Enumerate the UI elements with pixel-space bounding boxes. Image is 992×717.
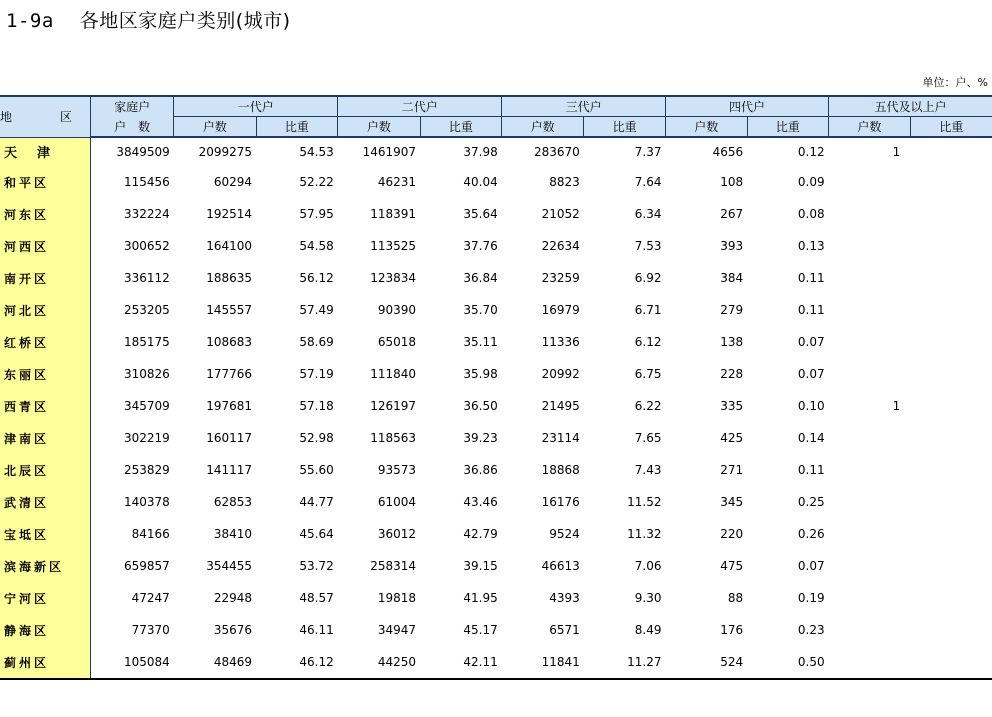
cell-gen1-ratio: 46.12 xyxy=(256,646,338,679)
cell-gen5-ratio xyxy=(910,486,992,518)
cell-gen3-count: 16979 xyxy=(541,303,580,317)
header-group-1: 一代户 xyxy=(174,96,338,117)
table-row xyxy=(0,454,992,486)
cell-households: 105084 xyxy=(91,646,174,679)
header-ratio: 比重 xyxy=(420,117,502,138)
cell-gen2-count: 34947 xyxy=(377,623,417,637)
header-households-bottom: 户 数 xyxy=(91,117,174,138)
cell-gen4-ratio: 0.07 xyxy=(797,367,825,381)
cell-gen4-count: 279 xyxy=(720,303,744,317)
cell-gen2-ratio: 39.23 xyxy=(463,431,498,445)
cell-gen5-count xyxy=(829,326,911,358)
cell-gen4-ratio: 0.14 xyxy=(797,431,825,445)
cell-gen4-ratio: 0.26 xyxy=(797,527,825,541)
cell-gen2-ratio: 39.15 xyxy=(463,559,498,573)
region-name: 和平区 xyxy=(0,166,91,198)
region-name: 河东区 xyxy=(0,198,91,230)
cell-gen5-ratio xyxy=(910,326,992,358)
cell-gen2-count: 93573 xyxy=(377,463,417,477)
cell-gen5-count xyxy=(829,262,911,294)
table-row xyxy=(0,326,992,358)
table-title: 各地区家庭户类别(城市) xyxy=(79,10,291,32)
cell-gen2-count: 126197 xyxy=(370,399,417,413)
cell-gen1-ratio: 48.57 xyxy=(299,591,334,605)
region-name: 宁河区 xyxy=(0,582,91,614)
cell-gen2-count: 61004 xyxy=(377,495,417,509)
cell-gen2-ratio: 41.95 xyxy=(463,591,498,605)
cell-gen3-ratio: 8.49 xyxy=(634,623,662,637)
cell-gen4-ratio: 0.07 xyxy=(797,335,825,349)
cell-gen4-count: 4656 xyxy=(712,145,744,159)
table-row xyxy=(0,390,992,422)
header-row-2 xyxy=(0,117,992,138)
cell-gen5-ratio xyxy=(910,358,992,390)
cell-gen2-count: 46231 xyxy=(377,175,417,189)
region-name: 河北区 xyxy=(0,294,91,326)
table-row xyxy=(0,166,992,198)
cell-gen3-ratio: 6.92 xyxy=(634,271,662,285)
cell-gen5-count xyxy=(829,550,911,582)
cell-gen1-ratio: 55.60 xyxy=(299,463,334,477)
cell-households: 77370 xyxy=(131,623,170,637)
region-name: 西青区 xyxy=(0,390,91,422)
cell-gen2-count: 90390 xyxy=(377,303,417,317)
cell-gen3-count: 283670 xyxy=(533,145,580,159)
cell-gen3-count: 11336 xyxy=(541,335,580,349)
cell-gen3-count: 8823 xyxy=(549,175,580,189)
cell-gen3-ratio: 9.30 xyxy=(634,591,662,605)
cell-gen5-ratio xyxy=(910,518,992,550)
cell-gen3-ratio: 7.37 xyxy=(634,145,662,159)
header-ratio: 比重 xyxy=(910,117,992,138)
cell-gen2-count: 123834 xyxy=(370,271,417,285)
region-name: 河西区 xyxy=(0,230,91,262)
header-count: 户数 xyxy=(338,117,420,138)
cell-gen5-ratio xyxy=(910,294,992,326)
cell-gen1-count: 354455 xyxy=(206,559,253,573)
region-name: 滨海新区 xyxy=(0,550,91,582)
cell-gen5-count xyxy=(829,454,911,486)
cell-gen1-count: 62853 xyxy=(213,495,253,509)
region-name: 东丽区 xyxy=(0,358,91,390)
table-row xyxy=(0,646,992,679)
region-name: 红桥区 xyxy=(0,326,91,358)
cell-gen5-count xyxy=(829,518,911,550)
cell-gen3-ratio: 6.22 xyxy=(634,399,662,413)
cell-gen1-ratio: 52.98 xyxy=(299,431,334,445)
cell-gen4-count: 88 xyxy=(727,591,744,605)
cell-gen5-count xyxy=(829,358,911,390)
cell-gen2-ratio: 45.17 xyxy=(463,623,498,637)
cell-gen3-count: 4393 xyxy=(549,591,580,605)
cell-gen2-ratio: 42.79 xyxy=(463,527,498,541)
cell-gen1-ratio: 58.69 xyxy=(299,335,334,349)
cell-households: 332224 xyxy=(123,207,170,221)
cell-gen2-count: 118563 xyxy=(370,431,417,445)
cell-gen3-ratio: 7.65 xyxy=(634,431,662,445)
cell-gen5-ratio xyxy=(910,262,992,294)
cell-gen1-ratio: 57.95 xyxy=(299,207,334,221)
cell-gen4-count: 228 xyxy=(720,367,744,381)
cell-gen3-count: 18868 xyxy=(541,463,580,477)
header-count: 户数 xyxy=(666,117,748,138)
cell-gen4-count: 345 xyxy=(720,495,744,509)
cell-gen5-count xyxy=(829,486,911,518)
cell-gen4-count: 384 xyxy=(720,271,744,285)
cell-gen3-ratio: 11.52 xyxy=(627,495,662,509)
cell-gen2-ratio: 36.50 xyxy=(463,399,498,413)
cell-gen3-ratio: 7.53 xyxy=(634,239,662,253)
table-row xyxy=(0,230,992,262)
region-name: 津南区 xyxy=(0,422,91,454)
cell-gen5-ratio xyxy=(910,422,992,454)
cell-gen3-count: 21052 xyxy=(541,207,580,221)
header-count: 户数 xyxy=(502,117,584,138)
cell-gen1-count: 2099275 xyxy=(198,145,253,159)
cell-gen3-ratio: 6.75 xyxy=(634,367,662,381)
cell-gen3-count: 11841 xyxy=(502,646,584,679)
region-name: 北辰区 xyxy=(0,454,91,486)
cell-gen4-count: 425 xyxy=(720,431,744,445)
cell-households: 253205 xyxy=(123,303,170,317)
cell-gen1-ratio: 57.18 xyxy=(299,399,334,413)
table-row xyxy=(0,582,992,614)
cell-gen1-ratio: 54.58 xyxy=(299,239,334,253)
region-name: 天津 xyxy=(0,137,91,166)
cell-gen3-count: 6571 xyxy=(549,623,580,637)
cell-gen1-count: 164100 xyxy=(206,239,253,253)
cell-gen5-ratio xyxy=(910,646,992,679)
cell-gen1-ratio: 46.11 xyxy=(299,623,334,637)
cell-gen1-count: 48469 xyxy=(174,646,256,679)
cell-gen5-count xyxy=(829,166,911,198)
table-row xyxy=(0,422,992,454)
cell-gen4-ratio: 0.11 xyxy=(797,303,825,317)
cell-gen5-ratio xyxy=(910,166,992,198)
cell-gen1-count: 141117 xyxy=(206,463,253,477)
cell-gen1-count: 145557 xyxy=(206,303,253,317)
cell-gen5-count xyxy=(829,198,911,230)
cell-gen4-ratio: 0.11 xyxy=(797,463,825,477)
cell-gen4-ratio: 0.11 xyxy=(797,271,825,285)
cell-gen3-count: 9524 xyxy=(549,527,580,541)
cell-gen3-ratio: 11.32 xyxy=(627,527,662,541)
cell-gen3-count: 23114 xyxy=(541,431,580,445)
header-row-1 xyxy=(0,96,992,117)
cell-gen1-count: 38410 xyxy=(213,527,253,541)
header-count: 户数 xyxy=(174,117,256,138)
header-group-3: 三代户 xyxy=(502,96,666,117)
cell-gen5-count xyxy=(829,614,911,646)
cell-gen3-count: 46613 xyxy=(541,559,580,573)
cell-gen1-count: 22948 xyxy=(213,591,253,605)
table-row xyxy=(0,550,992,582)
table-code: 1-9a xyxy=(6,10,54,32)
cell-gen1-count: 197681 xyxy=(206,399,253,413)
table-row xyxy=(0,198,992,230)
header-group-4: 四代户 xyxy=(666,96,829,117)
table-row xyxy=(0,294,992,326)
cell-households: 345709 xyxy=(123,399,170,413)
header-count: 户数 xyxy=(829,117,911,138)
cell-gen2-count: 1461907 xyxy=(362,145,417,159)
cell-gen1-ratio: 53.72 xyxy=(299,559,334,573)
cell-gen2-ratio: 35.98 xyxy=(463,367,498,381)
region-name: 静海区 xyxy=(0,614,91,646)
cell-gen4-ratio: 0.23 xyxy=(797,623,825,637)
table-row xyxy=(0,262,992,294)
cell-gen5-ratio xyxy=(910,390,992,422)
cell-gen3-count: 16176 xyxy=(541,495,580,509)
cell-gen3-ratio: 6.71 xyxy=(634,303,662,317)
cell-gen1-ratio: 57.19 xyxy=(299,367,334,381)
cell-gen5-ratio xyxy=(910,582,992,614)
header-ratio: 比重 xyxy=(747,117,829,138)
cell-gen5-count xyxy=(829,230,911,262)
cell-gen5-count: 1 xyxy=(892,145,901,159)
cell-gen4-count: 267 xyxy=(720,207,744,221)
unit-label: 单位：户、% xyxy=(922,76,988,89)
cell-gen4-ratio: 0.13 xyxy=(797,239,825,253)
cell-gen2-count: 113525 xyxy=(370,239,417,253)
cell-gen4-ratio: 0.50 xyxy=(747,646,829,679)
table-row xyxy=(0,137,992,166)
cell-gen3-ratio: 7.43 xyxy=(634,463,662,477)
cell-gen3-ratio: 6.12 xyxy=(634,335,662,349)
cell-gen2-ratio: 43.46 xyxy=(463,495,498,509)
cell-gen2-count: 258314 xyxy=(370,559,417,573)
cell-gen5-count xyxy=(829,294,911,326)
region-name: 蓟州区 xyxy=(0,646,91,679)
region-name: 宝坻区 xyxy=(0,518,91,550)
cell-households: 336112 xyxy=(123,271,170,285)
cell-gen1-count: 35676 xyxy=(213,623,253,637)
cell-gen2-count: 65018 xyxy=(377,335,417,349)
cell-households: 140378 xyxy=(123,495,170,509)
cell-gen2-count: 44250 xyxy=(338,646,420,679)
cell-gen5-ratio xyxy=(910,550,992,582)
cell-gen2-ratio: 36.84 xyxy=(463,271,498,285)
cell-gen2-count: 36012 xyxy=(377,527,417,541)
cell-gen5-ratio xyxy=(910,614,992,646)
cell-gen1-ratio: 57.49 xyxy=(299,303,334,317)
cell-households: 115456 xyxy=(123,175,170,189)
cell-gen5-ratio xyxy=(910,137,992,166)
cell-gen1-ratio: 56.12 xyxy=(299,271,334,285)
cell-gen2-count: 111840 xyxy=(370,367,417,381)
cell-gen3-ratio: 7.06 xyxy=(634,559,662,573)
cell-gen4-ratio: 0.10 xyxy=(797,399,825,413)
cell-gen3-count: 23259 xyxy=(541,271,580,285)
cell-gen4-count: 524 xyxy=(666,646,748,679)
cell-households: 84166 xyxy=(131,527,170,541)
cell-gen2-count: 118391 xyxy=(370,207,417,221)
header-group-2: 二代户 xyxy=(338,96,502,117)
cell-gen5-ratio xyxy=(910,198,992,230)
cell-gen1-ratio: 54.53 xyxy=(299,145,334,159)
header-ratio: 比重 xyxy=(584,117,666,138)
region-name: 武清区 xyxy=(0,486,91,518)
header-group-5: 五代及以上户 xyxy=(829,96,992,117)
cell-gen4-count: 176 xyxy=(720,623,744,637)
cell-gen1-ratio: 52.22 xyxy=(299,175,334,189)
header-region: 地 区 xyxy=(0,96,91,137)
cell-gen2-ratio: 35.11 xyxy=(463,335,498,349)
cell-gen3-ratio: 7.64 xyxy=(634,175,662,189)
cell-gen5-ratio xyxy=(910,230,992,262)
page-title xyxy=(6,6,291,33)
cell-gen3-count: 21495 xyxy=(541,399,580,413)
cell-gen1-count: 177766 xyxy=(206,367,253,381)
cell-gen1-count: 60294 xyxy=(213,175,253,189)
cell-gen1-ratio: 45.64 xyxy=(299,527,334,541)
cell-gen4-ratio: 0.08 xyxy=(797,207,825,221)
cell-gen4-count: 138 xyxy=(720,335,744,349)
cell-households: 300652 xyxy=(123,239,170,253)
cell-gen2-ratio: 35.70 xyxy=(463,303,498,317)
cell-gen2-ratio: 36.86 xyxy=(463,463,498,477)
cell-households: 310826 xyxy=(123,367,170,381)
cell-gen1-count: 160117 xyxy=(206,431,253,445)
cell-gen4-count: 108 xyxy=(720,175,744,189)
cell-gen2-ratio: 37.76 xyxy=(463,239,498,253)
cell-gen2-ratio: 35.64 xyxy=(463,207,498,221)
cell-gen4-count: 393 xyxy=(720,239,744,253)
cell-gen1-ratio: 44.77 xyxy=(299,495,334,509)
cell-households: 47247 xyxy=(131,591,170,605)
cell-gen4-count: 335 xyxy=(720,399,744,413)
cell-gen4-ratio: 0.12 xyxy=(797,145,825,159)
cell-gen5-count: 1 xyxy=(892,399,901,413)
cell-gen3-ratio: 11.27 xyxy=(584,646,666,679)
data-table xyxy=(0,95,992,680)
cell-gen4-count: 220 xyxy=(720,527,744,541)
cell-gen2-ratio: 37.98 xyxy=(463,145,498,159)
table-row xyxy=(0,486,992,518)
cell-gen2-ratio: 42.11 xyxy=(420,646,502,679)
cell-gen5-count xyxy=(829,422,911,454)
cell-gen3-count: 20992 xyxy=(541,367,580,381)
table-row xyxy=(0,358,992,390)
region-name: 南开区 xyxy=(0,262,91,294)
cell-gen5-ratio xyxy=(910,454,992,486)
cell-gen3-count: 22634 xyxy=(541,239,580,253)
cell-gen2-count: 19818 xyxy=(377,591,417,605)
header-ratio: 比重 xyxy=(256,117,338,138)
cell-gen4-count: 271 xyxy=(720,463,744,477)
cell-gen4-ratio: 0.09 xyxy=(797,175,825,189)
cell-households: 659857 xyxy=(123,559,170,573)
table-row xyxy=(0,614,992,646)
cell-households: 3849509 xyxy=(116,145,170,159)
cell-gen2-ratio: 40.04 xyxy=(463,175,498,189)
cell-gen1-count: 192514 xyxy=(206,207,253,221)
header-households-top: 家庭户 xyxy=(91,96,174,117)
cell-households: 185175 xyxy=(123,335,170,349)
cell-gen4-ratio: 0.25 xyxy=(797,495,825,509)
cell-gen5-count xyxy=(829,646,911,679)
cell-gen4-ratio: 0.07 xyxy=(797,559,825,573)
cell-households: 302219 xyxy=(123,431,170,445)
cell-gen5-count xyxy=(829,582,911,614)
cell-gen1-count: 108683 xyxy=(206,335,253,349)
cell-gen1-count: 188635 xyxy=(206,271,253,285)
cell-gen4-ratio: 0.19 xyxy=(797,591,825,605)
cell-gen3-ratio: 6.34 xyxy=(634,207,662,221)
cell-gen4-count: 475 xyxy=(720,559,744,573)
cell-households: 253829 xyxy=(123,463,170,477)
table-row xyxy=(0,518,992,550)
